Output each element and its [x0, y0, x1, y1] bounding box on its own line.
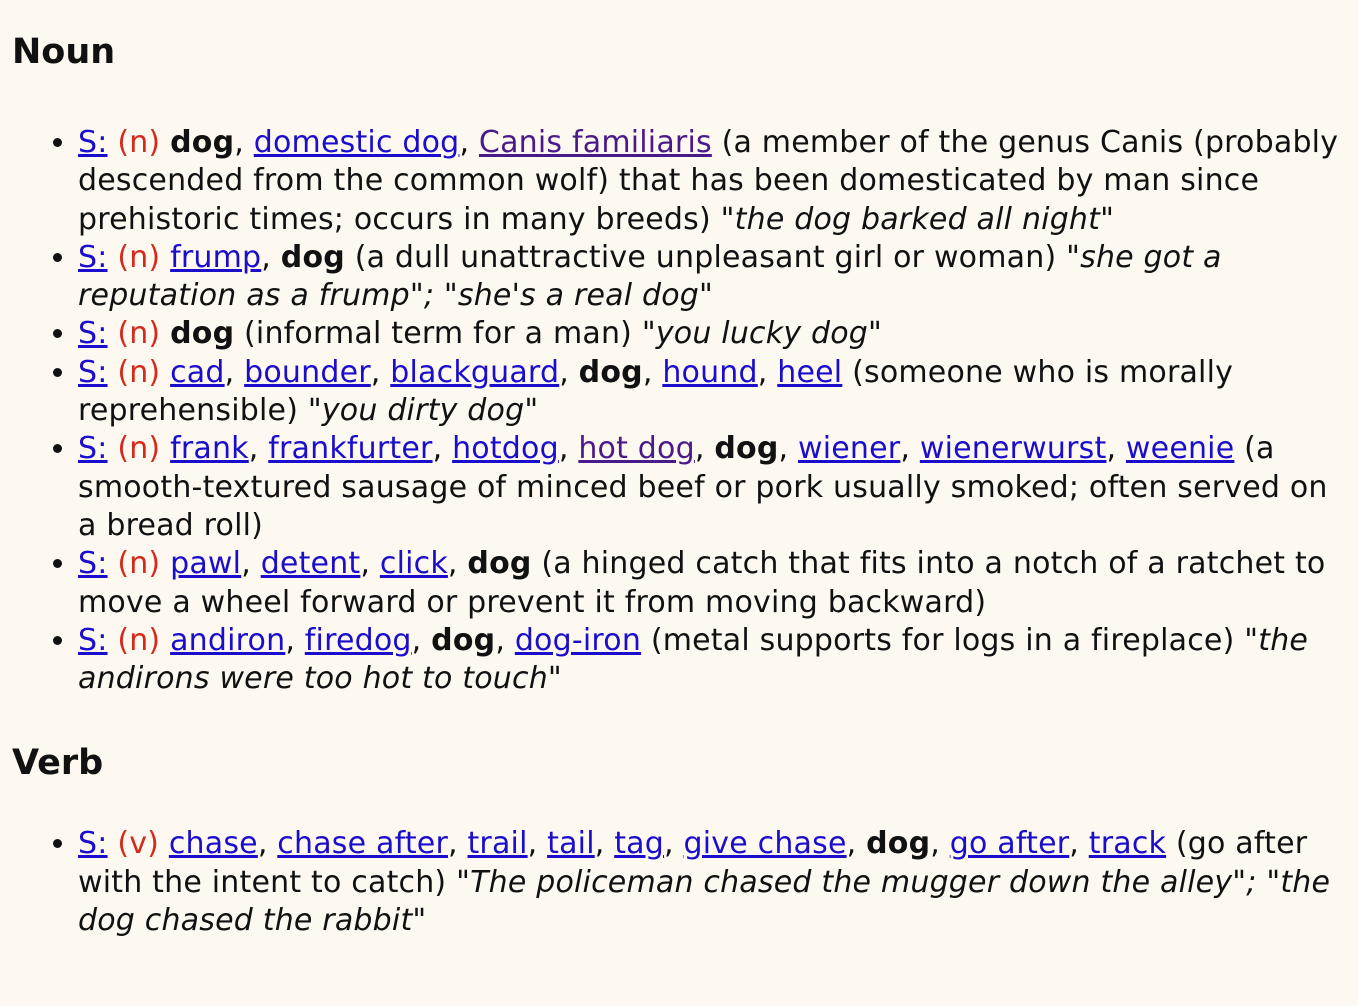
example-sentence: "you lucky dog"	[641, 316, 883, 352]
synset-link[interactable]: S:	[78, 546, 108, 582]
part-of-speech: (n)	[117, 239, 161, 275]
synonym-link[interactable]: heel	[777, 354, 843, 390]
gloss: (go after with the intent to catch)	[78, 826, 1308, 900]
synonym-link[interactable]: chase	[168, 826, 258, 862]
synonym-link[interactable]: chase after	[277, 826, 448, 862]
synonym-link[interactable]: click	[379, 546, 448, 582]
synonym-link[interactable]: frankfurter	[268, 431, 433, 467]
synonym-link[interactable]: bounder	[244, 354, 371, 390]
synset-link[interactable]: S:	[78, 354, 108, 390]
gloss: (a dull unattractive unpleasant girl or woman)	[354, 239, 1057, 275]
verb-heading: Verb	[12, 743, 104, 784]
noun-heading: Noun	[12, 32, 116, 72]
sense-item: • S: (n) frump, dog (a dull unattractive unpleasant girl or woman) "she got a reputation as a frump"; "she's a real dog"	[78, 239, 1344, 316]
part-of-speech: (n)	[117, 546, 161, 582]
synonym-link[interactable]: hound	[662, 354, 758, 390]
synonym-link[interactable]: hot dog	[578, 431, 695, 467]
headword: dog	[714, 431, 779, 467]
example-sentence: "she got a reputation as a frump"; "she's a real dog"	[78, 239, 1222, 314]
part-of-speech: (n)	[117, 354, 161, 390]
part-of-speech: (n)	[117, 125, 161, 160]
gloss: (a hinged catch that fits into a notch of a ratchet to move a wheel forward or prevent it from moving backward)	[78, 546, 1326, 620]
synonym-link[interactable]: frump	[170, 239, 262, 275]
gloss: (a member of the genus Canis (probably descended from the common wolf) that has been domesticated by man since prehistoric times; occurs in many breeds)	[78, 125, 1339, 237]
part-of-speech: (n)	[117, 316, 161, 352]
synonym-link[interactable]: dog-iron	[514, 622, 642, 658]
part-of-speech: (n)	[117, 622, 161, 658]
gloss: (a smooth-textured sausage of minced beef or pork usually smoked; often served on a bread roll)	[78, 431, 1328, 543]
synonym-link[interactable]: domestic dog	[253, 125, 460, 160]
synonym-link[interactable]: detent	[260, 546, 361, 582]
synonym-link[interactable]: weenie	[1125, 431, 1235, 467]
synonym-link[interactable]: andiron	[170, 622, 286, 658]
gloss: (metal supports for logs in a fireplace)	[650, 622, 1235, 658]
synonym-link[interactable]: tag	[614, 826, 665, 862]
headword: dog	[866, 826, 931, 862]
example-sentence: "The policeman chased the mugger down the alley"; "the dog chased the rabbit"	[78, 864, 1331, 939]
sense-item: • S: (v) chase, chase after, trail, tail, tag, give chase, dog, go after, track (go after with the intent to catch) "The policeman chased the mugger down the alley"; "the dog chased the rabbit"	[78, 825, 1344, 940]
part-of-speech: (v)	[117, 826, 160, 862]
verb-sense-list	[12, 825, 1344, 940]
synonym-link[interactable]: track	[1088, 826, 1167, 862]
synset-link[interactable]: S:	[78, 826, 108, 862]
headword: dog	[170, 316, 235, 352]
sense-item: • S: (n) cad, bounder, blackguard, dog, hound, heel (someone who is morally reprehensible) "you dirty dog"	[78, 354, 1344, 431]
part-of-speech: (n)	[117, 431, 161, 467]
synonym-link[interactable]: cad	[170, 354, 225, 390]
sense-item: • S: (n) frank, frankfurter, hotdog, hot dog, dog, wiener, wienerwurst, weenie (a smooth-textured sausage of minced beef or pork usually smoked; often served on a bread roll)	[78, 430, 1344, 545]
example-sentence: "the andirons were too hot to touch"	[78, 622, 1309, 697]
sense-item	[78, 315, 1344, 353]
synonym-link[interactable]: Canis familiaris	[478, 125, 712, 160]
synonym-link[interactable]: pawl	[170, 546, 242, 582]
headword: dog	[431, 622, 496, 658]
synonym-link[interactable]: firedog	[304, 622, 412, 658]
sense-item: • S: (n) pawl, detent, click, dog (a hinged catch that fits into a notch of a ratchet to move a wheel forward or prevent it from moving backward)	[78, 545, 1344, 622]
synset-link[interactable]: S:	[78, 316, 108, 352]
synonym-link[interactable]: trail	[467, 826, 528, 862]
headword: dog	[170, 125, 235, 160]
example-sentence: "you dirty dog"	[307, 393, 539, 429]
synonym-link[interactable]: go after	[949, 826, 1070, 862]
synset-link[interactable]: S:	[78, 622, 108, 658]
synonym-link[interactable]: hotdog	[452, 431, 559, 467]
headword: dog	[467, 546, 532, 582]
synset-link[interactable]: S:	[78, 125, 108, 160]
synonym-link[interactable]: wienerwurst	[919, 431, 1107, 467]
example-sentence: "the dog barked all night"	[720, 201, 1115, 237]
synset-link[interactable]: S:	[78, 431, 108, 467]
synonym-link[interactable]: give chase	[683, 826, 847, 862]
synset-link[interactable]: S:	[78, 239, 108, 275]
sense-item: • S: (n) dog, domestic dog, Canis familiaris (a member of the genus Canis (probably descended from the common wolf) that has been domesticated by man since prehistoric times; occurs in many breeds) "the dog barked all night"	[78, 124, 1344, 239]
headword: dog	[578, 354, 643, 390]
synonym-link[interactable]: tail	[547, 826, 595, 862]
synonym-link[interactable]: blackguard	[390, 354, 560, 390]
synonym-link[interactable]: frank	[170, 431, 249, 467]
gloss: (informal term for a man)	[244, 316, 633, 352]
gloss: (someone who is morally reprehensible)	[78, 354, 1234, 429]
noun-sense-list	[12, 124, 1344, 698]
sense-item: • S: (n) andiron, firedog, dog, dog-iron (metal supports for logs in a fireplace) "the andirons were too hot to touch"	[78, 622, 1344, 699]
headword: dog	[280, 239, 345, 275]
synonym-link[interactable]: wiener	[798, 431, 901, 467]
